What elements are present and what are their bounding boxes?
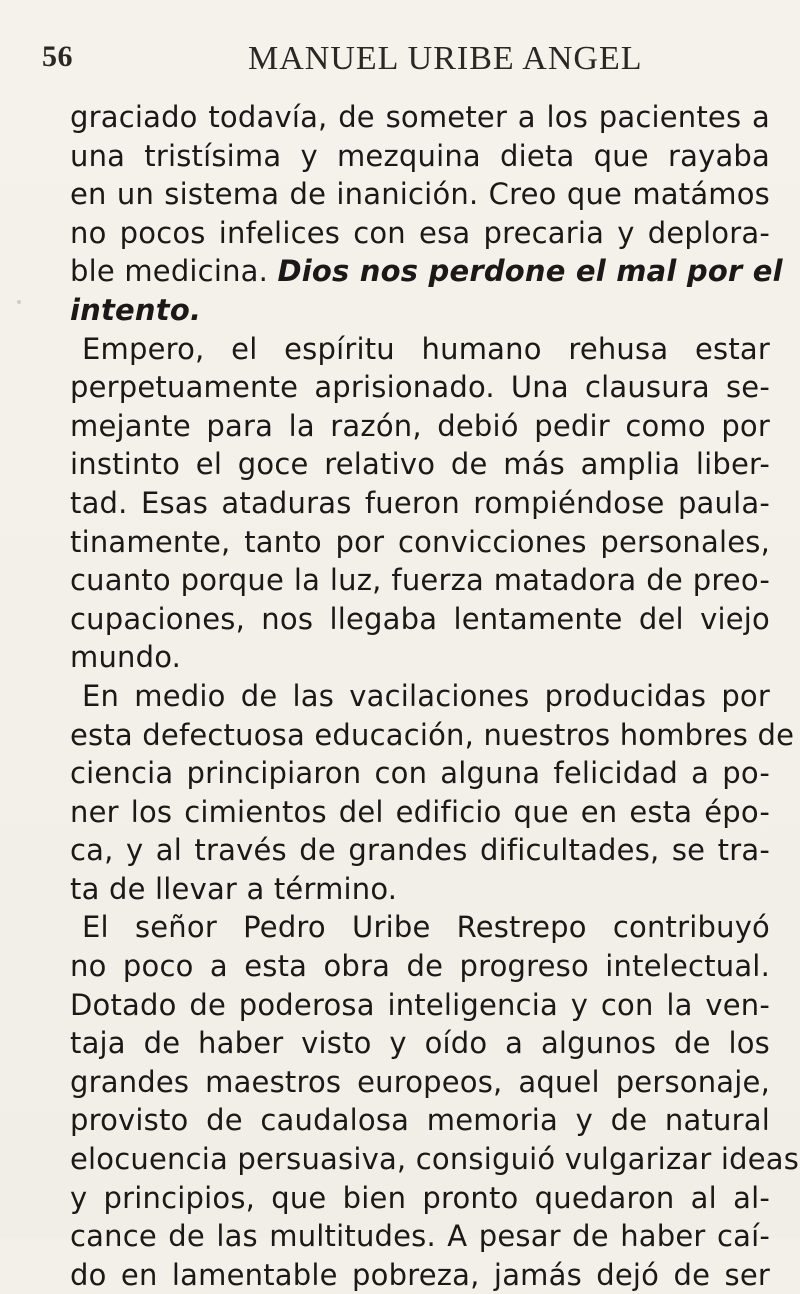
italic-text-segment: Dios nos perdone el mal por el [277, 254, 783, 289]
text-line: ca, y al través de grandes dificultades, se tra- [70, 833, 770, 868]
text-line: Dotado de poderosa inteligencia y con la ven- [70, 987, 770, 1022]
text-line: instinto el goce relativo de más amplia liber- [70, 447, 770, 482]
text-line: una tristísima y mezquina dieta que rayaba [70, 138, 770, 173]
text-line: ta de llevar a término. [70, 871, 398, 906]
paper-speck [17, 300, 21, 304]
paper-speck [760, 1160, 763, 1163]
running-head-title: MANUEL URIBE ANGEL [248, 40, 643, 77]
text-segment: ble medicina. [70, 254, 278, 289]
text-line: grandes maestros europeos, aquel personaje, [70, 1064, 770, 1099]
text-line: cance de las multitudes. A pesar de haber caí- [70, 1219, 770, 1254]
text-line: ciencia principiaron con alguna felicidad a po- [70, 756, 770, 791]
italic-text-line: intento. [70, 292, 202, 327]
text-line: perpetuamente aprisionado. Una clausura se- [70, 370, 770, 405]
text-line: no poco a esta obra de progreso intelectual. [70, 949, 770, 984]
paragraph-first-line: En medio de las vacilaciones producidas por [82, 678, 770, 713]
text-line: y principios, que bien pronto quedaron al al- [70, 1180, 770, 1215]
text-line [70, 252, 783, 291]
text-line: cupaciones, nos llegaba lentamente del viejo [70, 601, 770, 636]
text-line: provisto de caudalosa memoria y de natural [70, 1103, 770, 1138]
text-line: mejante para la razón, debió pedir como por [70, 408, 770, 443]
text-line: tinamente, tanto por convicciones personales, [70, 524, 770, 559]
paragraph-first-line: El señor Pedro Uribe Restrepo contribuyó [82, 910, 770, 945]
text-line: do en lamentable pobreza, jamás dejó de ser [70, 1257, 770, 1292]
text-line: esta defectuosa educación, nuestros hombres de [70, 717, 795, 752]
body-text [70, 98, 800, 1294]
text-line: elocuencia persuasiva, consiguió vulgarizar ideas [70, 1142, 800, 1177]
running-head [42, 40, 742, 84]
text-line: mundo. [70, 640, 182, 675]
text-line: taja de haber visto y oído a algunos de los [70, 1026, 770, 1061]
text-line: ner los cimientos del edificio que en esta épo- [70, 794, 770, 829]
text-line: cuanto porque la luz, fuerza matadora de preo- [70, 563, 770, 598]
text-line: graciado todavía, de someter a los pacientes a [70, 100, 770, 134]
text-line: tad. Esas ataduras fueron rompiéndose paula- [70, 485, 770, 520]
paragraph-first-line: Empero, el espíritu humano rehusa estar [82, 331, 770, 366]
page-number: 56 [42, 40, 73, 73]
text-line: en un sistema de inanición. Creo que matámos [70, 177, 770, 212]
text-line: no pocos infelices con esa precaria y deplora- [70, 215, 770, 250]
